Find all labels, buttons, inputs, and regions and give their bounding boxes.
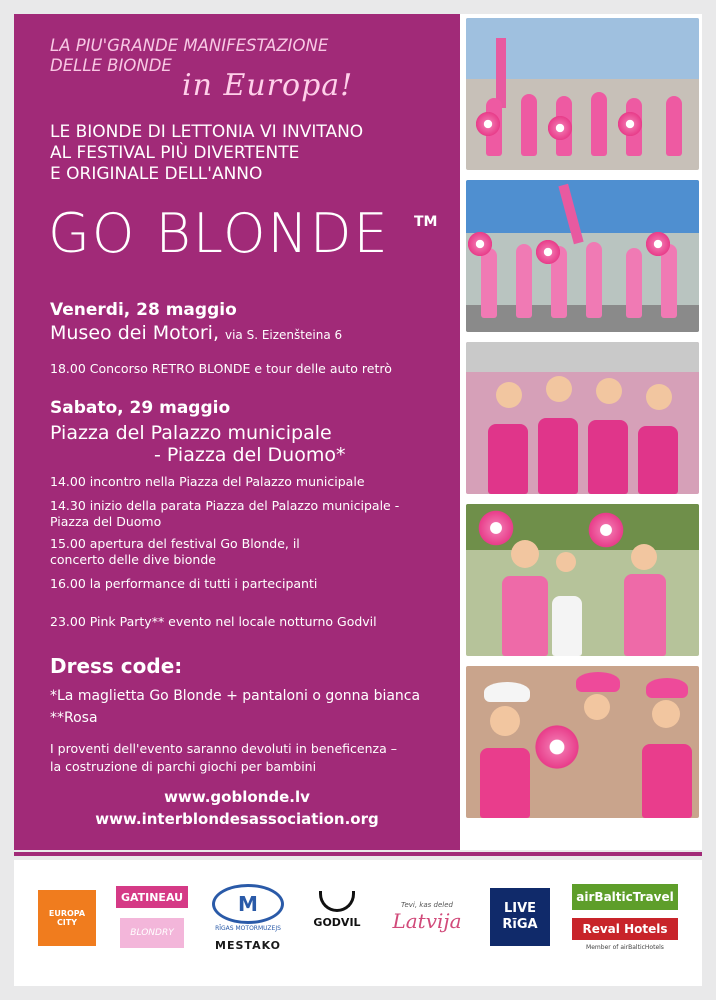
cowboy-hat (646, 678, 688, 698)
reval-text: Reval Hotels (582, 922, 668, 936)
face (584, 694, 610, 720)
tagline-text: LA PIU'GRANDE MANIFESTAZIONE DELLE BIONDE (50, 36, 329, 75)
crowd-photo-4 (466, 504, 699, 656)
reval-sub-text: Member of airBalticHotels (586, 943, 664, 951)
day1-venue (50, 322, 342, 344)
dress-code-line2: **Rosa (50, 710, 98, 726)
day2-date: Sabato, 29 maggio (50, 398, 231, 418)
day2-venue-line1: Piazza del Palazzo municipale (50, 422, 332, 444)
invite-line-3: E ORIGINALE DELL'ANNO (50, 164, 263, 184)
parade-photo-2 (466, 180, 699, 332)
website-interblondes[interactable]: www.interblondesassociation.org (95, 810, 379, 828)
dress-code-heading: Dress code: (50, 654, 183, 678)
europa-city-logo[interactable] (38, 890, 96, 946)
invite-line-1: LE BIONDE DI LETTONIA VI INVITANO (50, 122, 364, 142)
day1-address: via S. Eizenšteina 6 (224, 328, 343, 342)
flower-prop (476, 508, 516, 548)
figure (538, 418, 578, 494)
divider (14, 852, 702, 856)
blondry-text: BLONDRY (130, 928, 174, 938)
figure (638, 426, 678, 494)
sponsor-bar (14, 860, 702, 986)
flower-prop (586, 510, 626, 550)
figure (481, 248, 497, 318)
airbaltic-travel-logo[interactable] (572, 884, 678, 910)
face (631, 544, 657, 570)
reval-hotels-logo[interactable] (572, 918, 678, 940)
flower-prop (644, 230, 672, 258)
figure (586, 242, 602, 318)
invite-line-2: AL FESTIVAL PIÙ DIVERTENTE (50, 143, 300, 163)
flower-prop (616, 110, 644, 138)
figure (624, 574, 666, 656)
crowd-photo-5 (466, 666, 699, 818)
face (546, 376, 572, 402)
flower-prop (546, 114, 574, 142)
website-goblonde[interactable]: www.goblonde.lv (164, 788, 310, 806)
parade-photo-1 (466, 18, 699, 170)
live-riga-logo[interactable] (490, 888, 550, 946)
flower-prop (534, 238, 562, 266)
godvil-logo[interactable] (306, 888, 368, 932)
face (652, 700, 680, 728)
day2-event-3: 15.00 apertura del festival Go Blonde, il concerto delle dive bionde (50, 536, 300, 567)
europa-city-text: EUROPA CITY (48, 909, 86, 927)
figure (642, 744, 692, 818)
day2-venue-line2: - Piazza del Duomo* (154, 444, 346, 466)
latvija-tagline: Tevi, kas deled (401, 901, 453, 909)
face (596, 378, 622, 404)
figure (591, 92, 607, 156)
script-europa: in Europa! (182, 68, 354, 103)
figure (552, 596, 582, 656)
figure (488, 424, 528, 494)
face (556, 552, 576, 572)
cowboy-hat (576, 672, 620, 692)
day2-venue (50, 422, 345, 466)
poster (14, 14, 702, 850)
day2-event-2: 14.30 inizio della parata Piazza del Palazzo municipale - Piazza del Duomo (50, 498, 400, 529)
godvil-text: GODVIL (313, 916, 361, 929)
figure (516, 244, 532, 318)
live-riga-text-2: RīGA (502, 917, 538, 932)
figure (502, 576, 548, 656)
charity-line-1: I proventi dell'evento saranno devoluti in beneficenza – (50, 741, 397, 756)
day1-date: Venerdi, 28 maggio (50, 300, 237, 320)
face (496, 382, 522, 408)
face (646, 384, 672, 410)
figure (480, 748, 530, 818)
figure (588, 420, 628, 494)
figure (521, 94, 537, 156)
day1-venue-name: Museo dei Motori, (50, 322, 219, 344)
charity-line-2: la costruzione di parchi giochi per bambini (50, 759, 317, 774)
mestako-text: MESTAKO (215, 938, 281, 952)
brand-title: GO BLONDE (48, 202, 390, 265)
day2-event-5: 23.00 Pink Party** evento nel locale notturno Godvil (50, 614, 377, 629)
live-riga-text-1: LIVE (503, 901, 537, 916)
gatineau-logo[interactable] (116, 886, 188, 908)
latvija-logo[interactable] (386, 884, 468, 950)
flower-prop (466, 230, 494, 258)
face (511, 540, 539, 568)
info-panel (14, 14, 460, 850)
cowboy-hat (484, 682, 530, 702)
motor-museum-logo[interactable]: M (212, 884, 284, 924)
charity-note (50, 740, 397, 776)
day2-event-4: 16.00 la performance di tutti i partecipanti (50, 576, 318, 591)
flower-prop (474, 110, 502, 138)
latvija-text: Latvija (392, 909, 462, 933)
dress-code-line1: *La maglietta Go Blonde + pantaloni o gonna bianca (50, 688, 421, 704)
gatineau-text: GATINEAU (120, 890, 184, 904)
face (490, 706, 520, 736)
day1-event: 18.00 Concorso RETRO BLONDE e tour delle auto retrò (50, 361, 392, 376)
flag-shape (496, 38, 506, 108)
godvil-horns-icon (319, 891, 355, 912)
photo-column (466, 14, 702, 850)
photo-sky (466, 180, 699, 233)
figure (626, 248, 642, 318)
crowd-photo-3 (466, 342, 699, 494)
trademark: TM (414, 214, 438, 230)
mestako-logo[interactable] (212, 936, 284, 954)
photo-sky (466, 342, 699, 372)
motor-museum-text: RĪGAS MOTORMUZEJS (215, 924, 281, 932)
flower-prop (532, 722, 582, 772)
blondry-logo[interactable] (120, 918, 184, 948)
invite-text (50, 122, 363, 185)
figure (666, 96, 682, 156)
day2-event-1: 14.00 incontro nella Piazza del Palazzo municipale (50, 474, 365, 489)
airbaltic-text: airBalticTravel (576, 890, 674, 904)
